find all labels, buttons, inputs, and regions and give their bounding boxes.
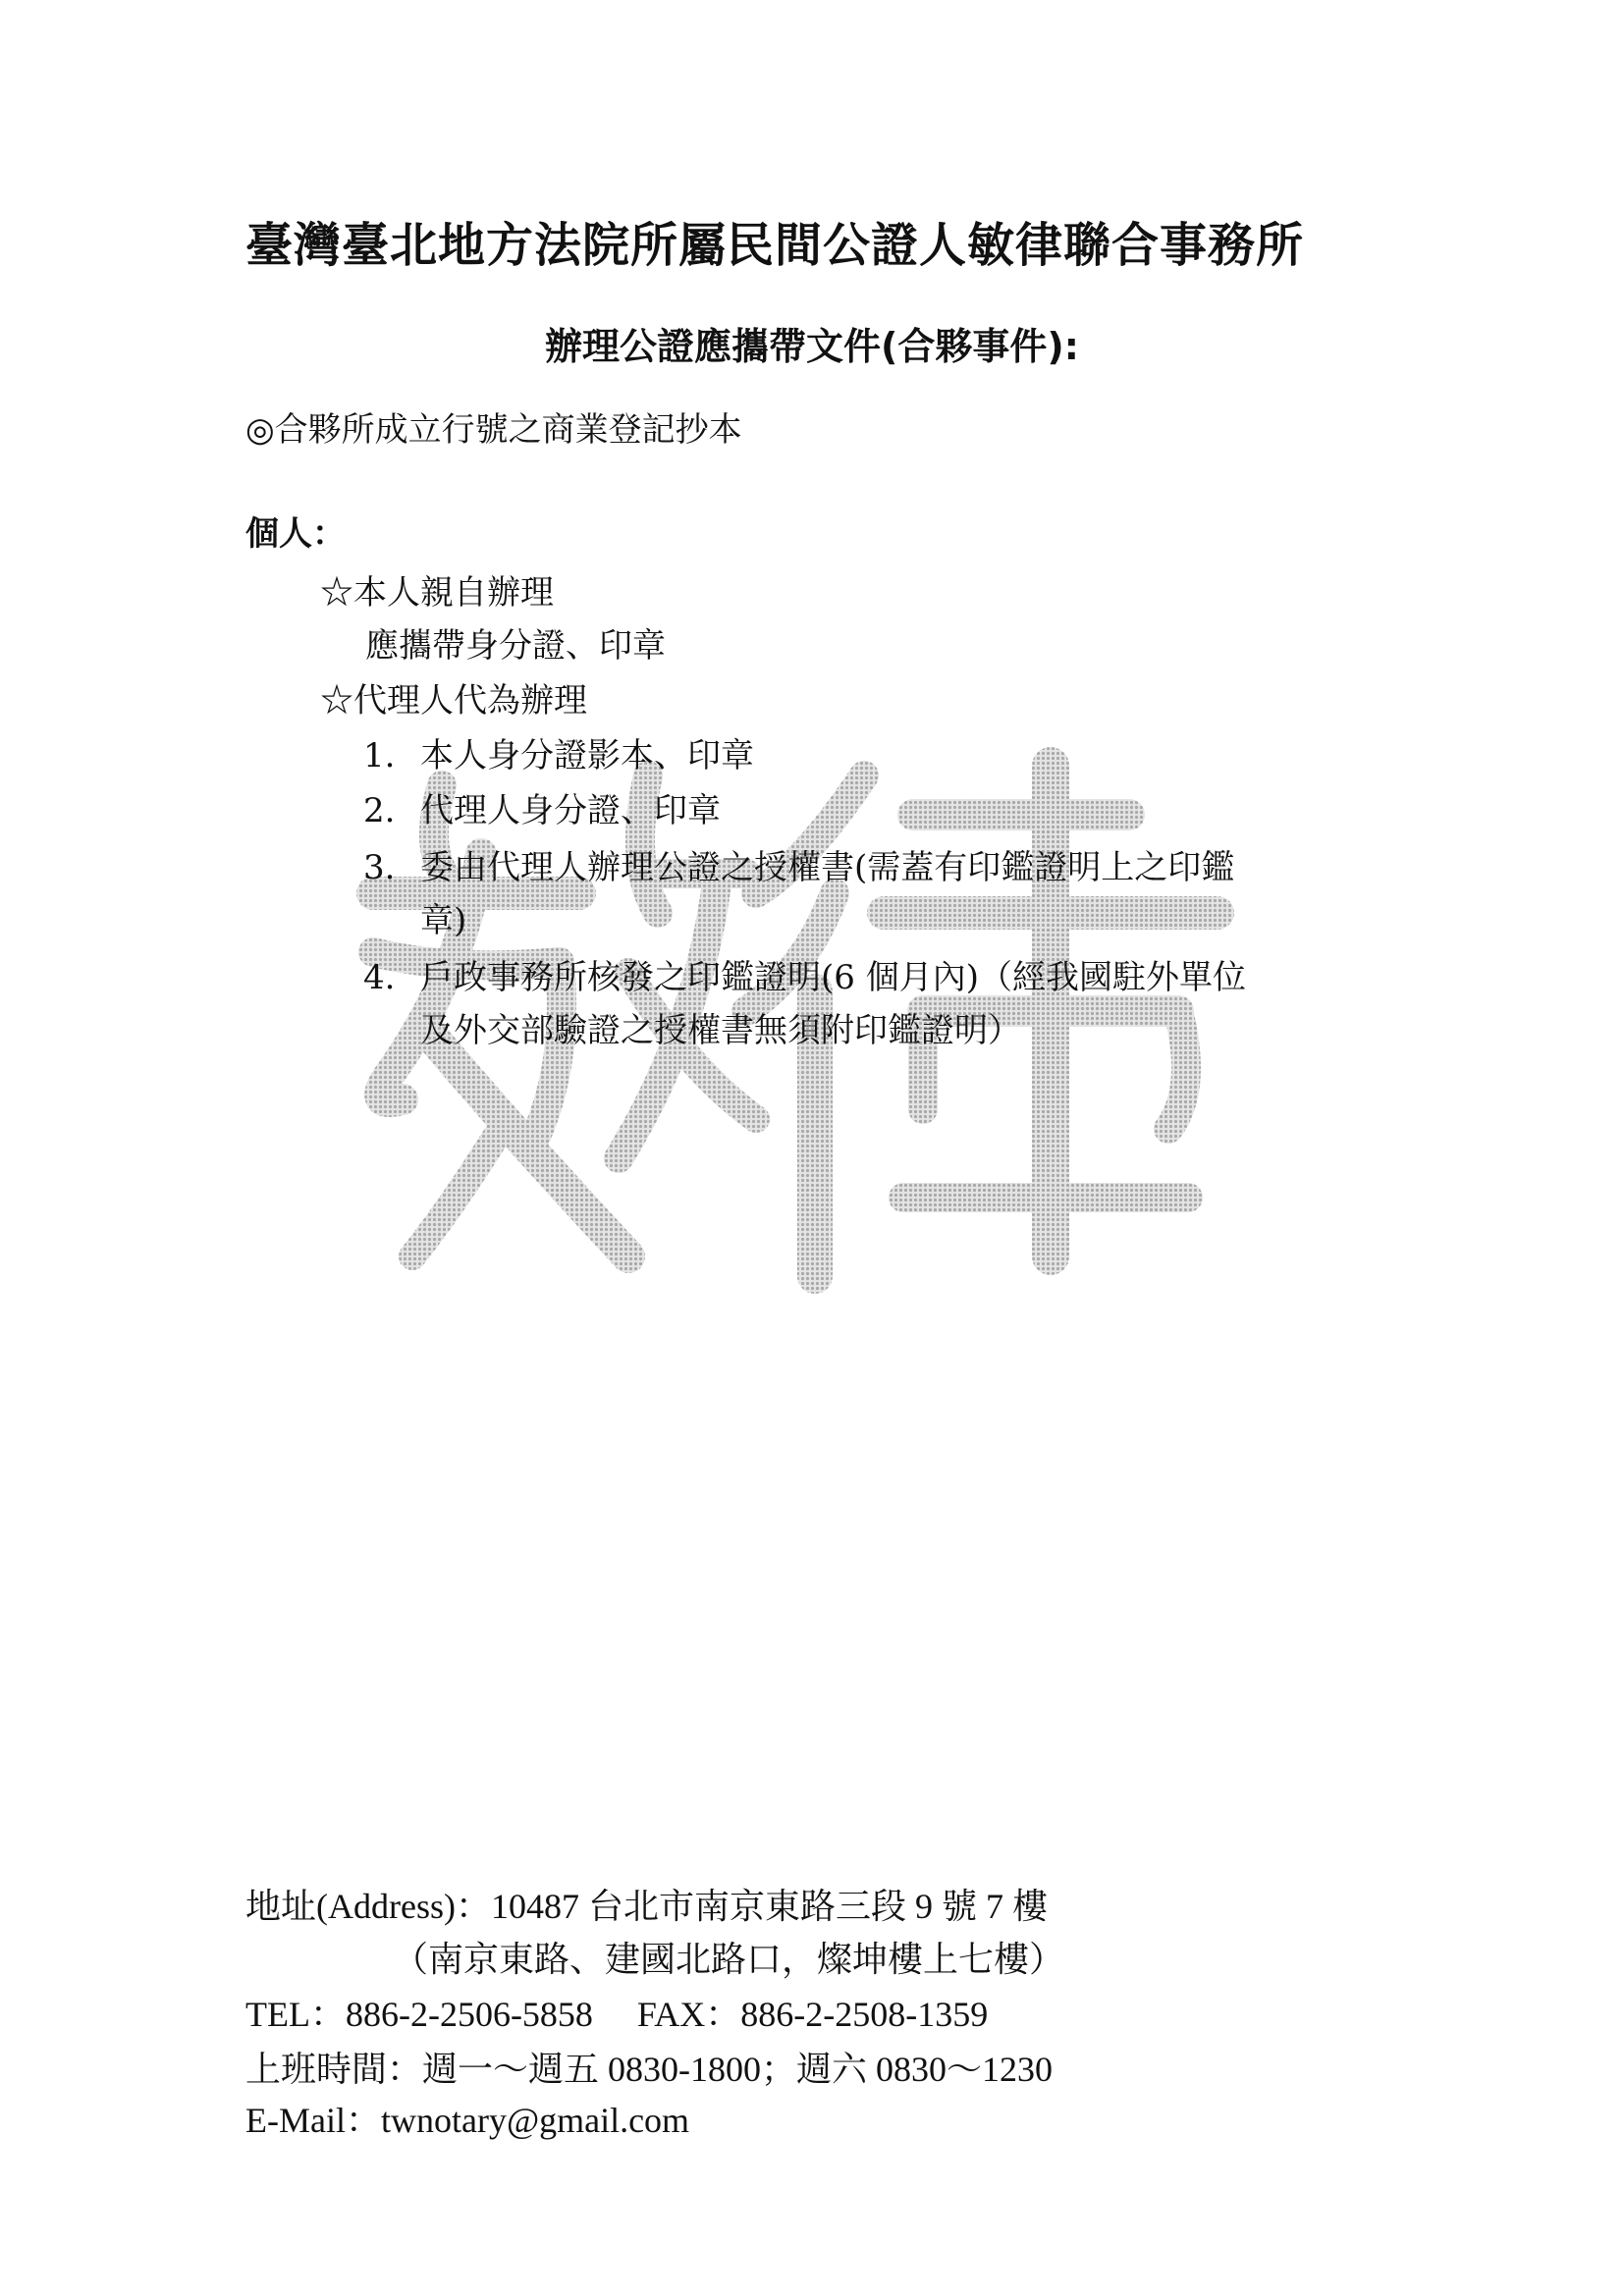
list-item-continuation: 及外交部驗證之授權書無須附印鑑證明） [420,1011,1021,1050]
list-item-text: 代理人身分證、印章 [420,791,721,830]
footer-email: E-Mail：twnotary@gmail.com [245,2101,690,2140]
list-item-text: 本人身分證影本、印章 [420,736,754,775]
footer-address: 地址(Address)：10487 台北市南京東路三段 9 號 7 樓 [245,1887,1048,1926]
list-item-text: 委由代理人辦理公證之授權書(需蓋有印鑑證明上之印鑑 [420,848,1235,887]
list-item-number: 4. [363,958,396,997]
list-item-number: 3. [363,848,396,887]
list-item [363,732,754,779]
self-handling-detail: 應攜帶身分證、印章 [365,626,666,666]
list-item-continuation: 章) [420,901,467,940]
footer-address-note: （南京東路、建國北路口，燦坤樓上七樓） [393,1940,1065,1979]
footer-office-hours: 上班時間：週一～週五 0830-1800；週六 0830～1230 [245,2050,1053,2089]
partnership-item: ◎合夥所成立行號之商業登記抄本 [245,410,742,450]
footer-tel-fax: TEL：886-2-2506-5858 FAX：886-2-2508-1359 [245,1995,989,2034]
list-item-number: 2. [363,791,396,830]
list-item [363,787,721,834]
page-title: 臺灣臺北地方法院所屬民間公證人敏律聯合事務所 [245,218,1305,273]
page-subtitle: 辦理公證應攜帶文件(合夥事件): [545,325,1079,368]
agent-handling-label: ☆代理人代為辦理 [320,681,587,721]
list-item-number: 1. [363,736,396,775]
individual-heading: 個人： [245,514,346,554]
list-item-text: 戶政事務所核發之印鑑證明(6 個月內)（經我國駐外單位 [420,958,1246,997]
self-handling-label: ☆本人親自辦理 [320,573,554,613]
list-item [363,844,1234,891]
list-item [363,954,1246,1001]
